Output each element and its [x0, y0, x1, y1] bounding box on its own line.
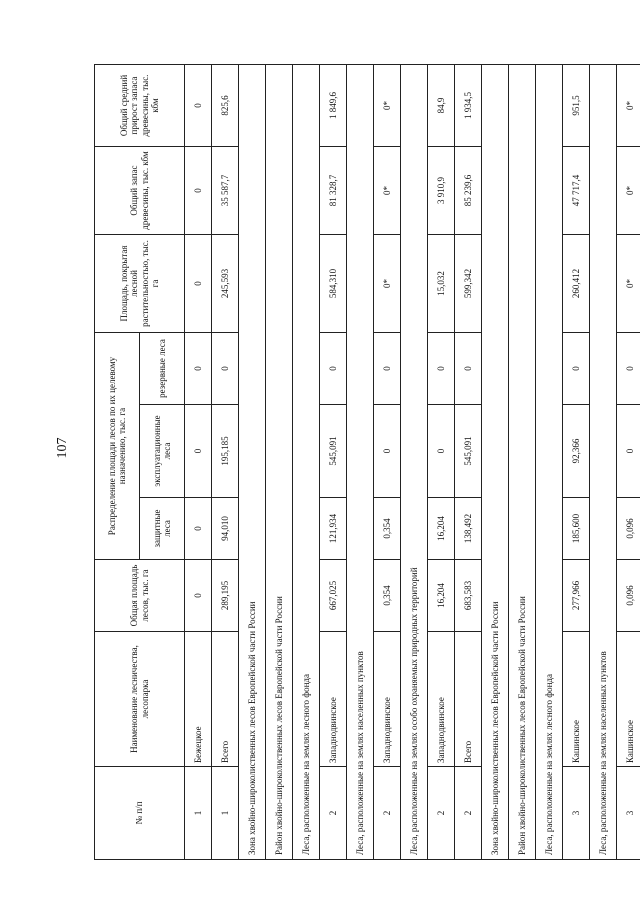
- section-row: [239, 65, 266, 860]
- cell-value: 0*: [617, 65, 640, 147]
- table-row: [185, 65, 212, 860]
- cell-value: 0: [185, 498, 212, 560]
- cell-value: 0: [617, 333, 640, 405]
- table-row: [212, 65, 239, 860]
- header-distribution: Распределение площади лесов по их целевому назначению, тыс. га: [95, 333, 140, 560]
- cell-value: 0*: [617, 147, 640, 235]
- cell-value: 260,412: [563, 235, 590, 333]
- table-body: [185, 65, 640, 860]
- forest-table: [94, 64, 640, 860]
- cell-value: 825,6: [212, 65, 239, 147]
- cell-value: 121,934: [320, 498, 347, 560]
- table-row: [428, 65, 455, 860]
- row-number: 2: [320, 767, 347, 860]
- cell-value: 599,342: [455, 235, 482, 333]
- cell-value: 1 934,5: [455, 65, 482, 147]
- cell-value: 0: [320, 333, 347, 405]
- cell-value: 0,354: [374, 498, 401, 560]
- cell-value: 47 717,4: [563, 147, 590, 235]
- section-title: Леса, расположенные на землях населенных пунктов: [347, 65, 374, 860]
- header-reserve: резервные леса: [140, 333, 185, 405]
- cell-value: 0: [428, 405, 455, 498]
- section-row: [266, 65, 293, 860]
- cell-value: 16,204: [428, 560, 455, 632]
- cell-value: 195,185: [212, 405, 239, 498]
- cell-value: 94,010: [212, 498, 239, 560]
- row-name: Кашинское: [563, 632, 590, 767]
- section-row: [536, 65, 563, 860]
- cell-value: 0,354: [374, 560, 401, 632]
- cell-value: 289,195: [212, 560, 239, 632]
- cell-value: 0: [212, 333, 239, 405]
- row-number: 3: [563, 767, 590, 860]
- cell-value: 0: [185, 235, 212, 333]
- header-growth: Общий средний прирост запаса древесины, тыс. кбм: [95, 65, 185, 147]
- cell-value: 0*: [374, 235, 401, 333]
- row-number: 1: [185, 767, 212, 860]
- cell-value: 16,204: [428, 498, 455, 560]
- cell-value: 245,593: [212, 235, 239, 333]
- cell-value: 3 910,9: [428, 147, 455, 235]
- row-name: Всего: [455, 632, 482, 767]
- cell-value: 0: [374, 333, 401, 405]
- section-title: Зона хвойно-широколиственных лесов Европейской части России: [482, 65, 509, 860]
- section-row: [401, 65, 428, 860]
- row-number: 3: [617, 767, 640, 860]
- cell-value: 0: [428, 333, 455, 405]
- section-title: Леса, расположенные на землях лесного фонда: [293, 65, 320, 860]
- header-total-area: Общая площадь лесов, тыс. га: [95, 560, 185, 632]
- rotated-table-container: [94, 65, 635, 860]
- table-row: [455, 65, 482, 860]
- row-name: Западнодвинское: [320, 632, 347, 767]
- cell-value: 277,966: [563, 560, 590, 632]
- row-number: 2: [374, 767, 401, 860]
- cell-value: 0: [185, 405, 212, 498]
- cell-value: 0*: [374, 147, 401, 235]
- section-row: [347, 65, 374, 860]
- page-number: 107: [55, 437, 70, 459]
- row-number: 2: [428, 767, 455, 860]
- section-title: Леса, расположенные на землях особо охраняемых природных территорий: [401, 65, 428, 860]
- header-num: № п/п: [95, 767, 185, 860]
- section-row: [482, 65, 509, 860]
- cell-value: 0: [185, 65, 212, 147]
- header-forested-area: Площадь, покрытая лесной растительностью, тыс. га: [95, 235, 185, 333]
- table-row: [563, 65, 590, 860]
- section-title: Леса, расположенные на землях населенных пунктов: [590, 65, 617, 860]
- cell-value: 0: [185, 147, 212, 235]
- section-title: Зона хвойно-широколиственных лесов Европейской части России: [239, 65, 266, 860]
- cell-value: 0: [617, 405, 640, 498]
- cell-value: 35 587,7: [212, 147, 239, 235]
- cell-value: 15,032: [428, 235, 455, 333]
- cell-value: 185,600: [563, 498, 590, 560]
- cell-value: 0: [563, 333, 590, 405]
- section-row: [590, 65, 617, 860]
- cell-value: 92,366: [563, 405, 590, 498]
- cell-value: 84,9: [428, 65, 455, 147]
- header-name: Наименование лесничества, лесопарка: [95, 632, 185, 767]
- cell-value: 85 239,6: [455, 147, 482, 235]
- table-row: [374, 65, 401, 860]
- row-name: Кашинское: [617, 632, 640, 767]
- cell-value: 0*: [374, 65, 401, 147]
- header-timber-stock: Общий запас древесины, тыс. кбм: [95, 147, 185, 235]
- cell-value: 0,096: [617, 560, 640, 632]
- row-number: 2: [455, 767, 482, 860]
- section-row: [509, 65, 536, 860]
- cell-value: 0,096: [617, 498, 640, 560]
- cell-value: 0*: [617, 235, 640, 333]
- cell-value: 138,492: [455, 498, 482, 560]
- cell-value: 545,091: [320, 405, 347, 498]
- section-title: Район хвойно-широколиственных лесов Европейской части России: [266, 65, 293, 860]
- table-row: [617, 65, 640, 860]
- cell-value: 951,5: [563, 65, 590, 147]
- section-title: Леса, расположенные на землях лесного фонда: [536, 65, 563, 860]
- header-exploitation: эксплуатационные леса: [140, 405, 185, 498]
- section-title: Район хвойно-широколиственных лесов Европейской части России: [509, 65, 536, 860]
- cell-value: 0: [374, 405, 401, 498]
- cell-value: 683,583: [455, 560, 482, 632]
- cell-value: 81 328,7: [320, 147, 347, 235]
- cell-value: 0: [185, 560, 212, 632]
- cell-value: 1 849,6: [320, 65, 347, 147]
- header-protective: защитные леса: [140, 498, 185, 560]
- cell-value: 584,310: [320, 235, 347, 333]
- table-row: [320, 65, 347, 860]
- row-name: Бежецкое: [185, 632, 212, 767]
- cell-value: 0: [185, 333, 212, 405]
- section-row: [293, 65, 320, 860]
- cell-value: 0: [455, 333, 482, 405]
- cell-value: 667,025: [320, 560, 347, 632]
- row-name: Западнодвинское: [374, 632, 401, 767]
- row-number: 1: [212, 767, 239, 860]
- cell-value: 545,091: [455, 405, 482, 498]
- row-name: Всего: [212, 632, 239, 767]
- row-name: Западнодвинское: [428, 632, 455, 767]
